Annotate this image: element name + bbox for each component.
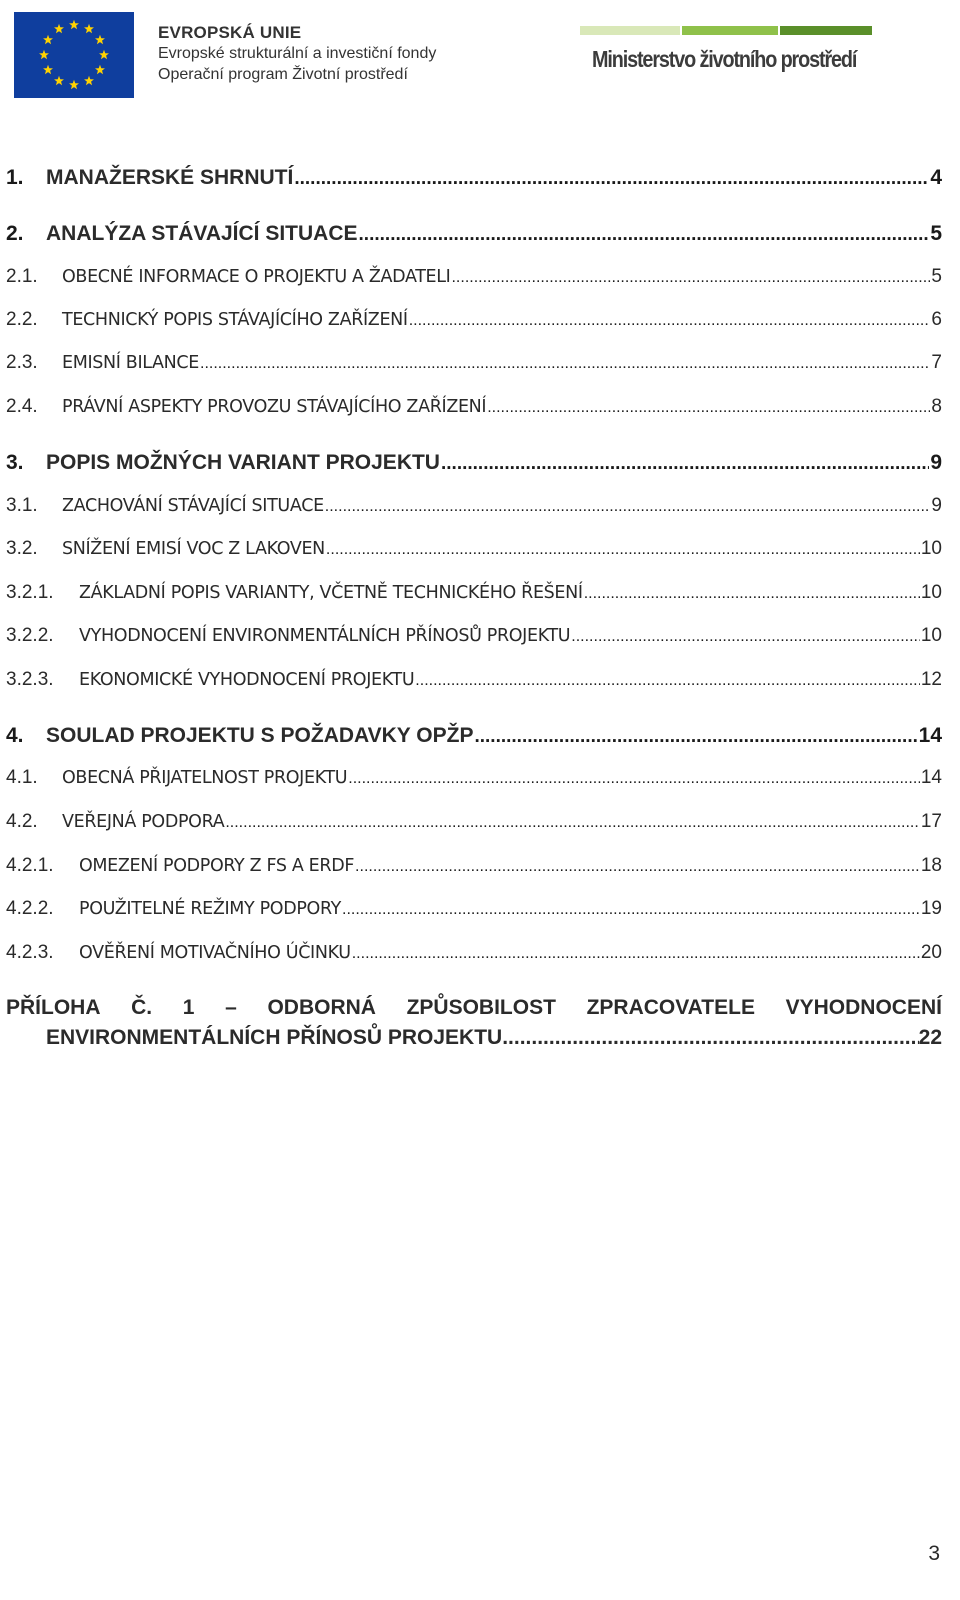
toc-entry-page: 10 [920,582,942,603]
toc-entry-number: 2. [6,222,24,245]
eu-star-icon [95,65,105,74]
toc-entry-page: 8 [931,396,942,417]
toc-leader-dots [200,355,930,373]
annex-title-word: ODBORNÁ [267,996,376,1019]
eu-star-icon [95,35,105,44]
toc-leader-dots [571,628,920,646]
eu-star-icon [69,20,79,29]
toc-entry-title: VYHODNOCENÍ ENVIRONMENTÁLNÍCH PŘÍNOSŮ PROJEKTU [79,626,571,646]
toc-entry-number: 2.4. [6,396,38,417]
toc-entry-title: OBECNÁ PŘIJATELNOST PROJEKTU [62,768,348,788]
ministry-color-bars [580,26,880,35]
toc-entry-number: 4.2.2. [6,898,54,919]
eu-star-icon [43,35,53,44]
eu-flag-icon [14,12,134,98]
annex-title-word: ZPRACOVATELE [586,996,755,1019]
toc-entry[interactable] [6,495,942,525]
toc-entry[interactable] [6,451,942,481]
toc-entry-title: SNÍŽENÍ EMISÍ VOC Z LAKOVEN [62,539,325,559]
toc-entry-page: 17 [920,811,942,832]
toc-leader-dots [225,814,920,832]
toc-entry-page: 18 [920,855,942,876]
toc-entry-number: 4. [6,724,24,747]
toc-entry-number: 4.2. [6,811,38,832]
toc-entry-page: 4 [930,166,942,189]
toc-entry-title: OMEZENÍ PODPORY Z FS A ERDF [79,856,355,876]
annex-title-word: 1 [182,996,195,1019]
annex-title-line-2 [6,1026,942,1056]
eu-title: EVROPSKÁ UNIE [158,23,302,42]
eu-star-icon [84,76,94,85]
eu-star-icon [43,65,53,74]
toc-entry-page: 9 [930,451,942,474]
ministry-bar-light [580,26,680,35]
toc-entry-title: MANAŽERSKÉ SHRNUTÍ [46,166,294,189]
toc-entry-title: OVĚŘENÍ MOTIVAČNÍHO ÚČINKU [79,943,351,963]
toc-entry[interactable] [6,942,942,972]
toc-entry[interactable] [6,582,942,612]
toc-leader-dots [451,269,930,287]
toc-leader-dots [326,541,920,559]
toc-entry[interactable] [6,767,942,797]
toc-entry-page: 10 [920,538,942,559]
toc-leader-dots [415,672,920,690]
eu-star-icon [54,76,64,85]
toc-entry[interactable] [6,352,942,382]
eu-logo-text [158,22,436,85]
toc-entry[interactable] [6,266,942,296]
eu-program-line: Operační program Životní prostředí [158,66,408,83]
toc-entry-title: POUŽITELNÉ REŽIMY PODPORY [79,899,342,919]
toc-entry[interactable] [6,855,942,885]
toc-leader-dots [359,224,930,246]
ministry-bar-dark [780,26,872,35]
toc-entry-number: 3.1. [6,495,38,516]
page-number: 3 [928,1542,940,1565]
toc-entry-title: VEŘEJNÁ PODPORA [62,812,225,832]
toc-entry-page: 10 [920,625,942,646]
toc-entry-title: ANALÝZA STÁVAJÍCÍ SITUACE [46,222,358,245]
toc-entry-page: 9 [931,495,942,516]
toc-leader-dots [325,498,931,516]
toc-entry-title: PRÁVNÍ ASPEKTY PROVOZU STÁVAJÍCÍHO ZAŘÍZENÍ [62,397,487,417]
toc-leader-dots [474,726,917,748]
toc-entry-title: ZÁKLADNÍ POPIS VARIANTY, VČETNĚ TECHNICKÉHO ŘEŠENÍ [79,583,583,603]
toc-leader-dots [584,585,920,603]
ministry-bar-mid [682,26,778,35]
toc-leader-dots [487,399,930,417]
toc-entry[interactable] [6,222,942,252]
toc-entry-number: 2.2. [6,309,38,330]
toc-entry-annex-1[interactable] [6,996,942,1056]
annex-title-word: ZPŮSOBILOST [406,996,556,1019]
toc-entry-title: ZACHOVÁNÍ STÁVAJÍCÍ SITUACE [62,496,324,516]
toc-leader-dots [348,770,920,788]
toc-leader-dots [355,858,920,876]
annex-title-word: VYHODNOCENÍ [785,996,942,1019]
toc-entry[interactable] [6,309,942,339]
eu-star-icon [69,80,79,89]
toc-entry[interactable] [6,898,942,928]
toc-entry-page: 5 [930,222,942,245]
toc-entry-number: 3.2.1. [6,582,54,603]
toc-leader-dots [441,453,929,475]
toc-leader-dots [342,901,920,919]
toc-entry-title: SOULAD PROJEKTU S POŽADAVKY OPŽP [46,724,474,747]
annex-title-word: Č. [131,996,153,1019]
toc-entry-number: 3.2.2. [6,625,54,646]
toc-entry-title: EKONOMICKÉ VYHODNOCENÍ PROJEKTU [79,670,415,690]
eu-star-icon [54,24,64,33]
annex-title-word: – [225,996,237,1019]
toc-entry-page: 19 [920,898,942,919]
ministry-name: Ministerstvo životního prostředí [592,46,857,72]
toc-entry-number: 1. [6,166,24,189]
toc-entry-page: 12 [920,669,942,690]
annex-title-word: PŘÍLOHA [6,996,101,1019]
annex-title-line-1 [6,996,942,1026]
toc-leader-dots [409,312,931,330]
toc-entry[interactable] [6,669,942,699]
toc-entry-number: 2.1. [6,266,38,287]
toc-entry-number: 3.2.3. [6,669,54,690]
annex-page-number: 22 [918,1026,942,1049]
toc-entry-title: POPIS MOŽNÝCH VARIANT PROJEKTU [46,451,440,474]
toc-entry[interactable] [6,538,942,568]
eu-star-icon [99,50,109,59]
toc-entry-page: 14 [920,767,942,788]
toc-leader-dots [294,168,929,190]
toc-entry-title: OBECNÉ INFORMACE O PROJEKTU A ŽADATELI [62,267,451,287]
toc-leader-dots [502,1026,918,1050]
toc-entry-number: 4.2.1. [6,855,54,876]
toc-entry-page: 20 [920,942,942,963]
toc-entry[interactable] [6,166,942,196]
eu-star-icon [84,24,94,33]
toc-entry-number: 4.2.3. [6,942,54,963]
toc-entry-number: 4.1. [6,767,38,788]
toc-entry[interactable] [6,625,942,655]
annex-title-continued: ENVIRONMENTÁLNÍCH PŘÍNOSŮ PROJEKTU [46,1026,503,1049]
toc-entry-number: 2.3. [6,352,38,373]
toc-entry[interactable] [6,724,942,754]
toc-entry-number: 3. [6,451,24,474]
eu-funds-line: Evropské strukturální a investiční fondy [158,45,437,62]
toc-entry-page: 6 [931,309,942,330]
toc-entry-title: EMISNÍ BILANCE [62,353,199,373]
eu-star-icon [39,50,49,59]
toc-entry-title: TECHNICKÝ POPIS STÁVAJÍCÍHO ZAŘÍZENÍ [62,310,408,330]
toc-entry-page: 7 [931,352,942,373]
toc-leader-dots [352,945,920,963]
toc-entry[interactable] [6,811,942,841]
toc-entry[interactable] [6,396,942,426]
ministry-logo [580,26,880,86]
toc-entry-page: 5 [931,266,942,287]
toc-entry-page: 14 [918,724,942,747]
document-header [0,0,960,110]
toc-entry-number: 3.2. [6,538,38,559]
